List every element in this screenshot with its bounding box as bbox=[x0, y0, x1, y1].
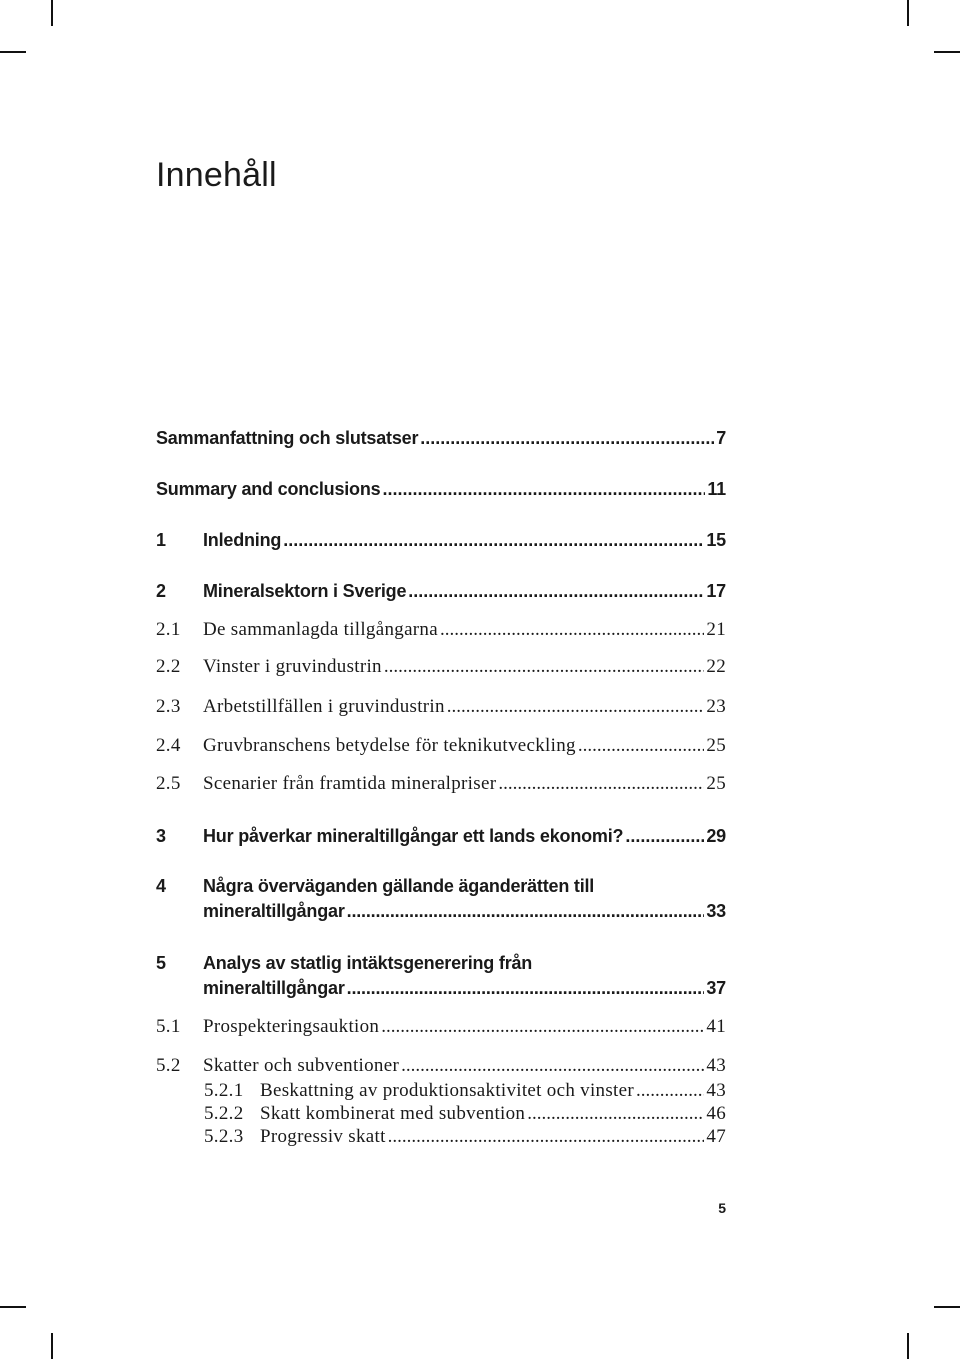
toc-entry-section-2-1[interactable] bbox=[156, 619, 726, 641]
crop-mark bbox=[51, 0, 53, 26]
toc-entry-number: 2.1 bbox=[156, 619, 181, 640]
toc-entry-title: Vinster i gruvindustrin bbox=[203, 656, 382, 677]
toc-entry-number: 5.2.2 bbox=[204, 1103, 244, 1124]
toc-entry-number: 1 bbox=[156, 530, 166, 550]
toc-entry-summary[interactable] bbox=[156, 479, 726, 500]
dot-leader bbox=[440, 619, 704, 641]
toc-entry-page: 33 bbox=[706, 901, 726, 921]
toc-entry-page: 15 bbox=[706, 530, 726, 550]
dot-leader bbox=[578, 735, 705, 757]
toc-entry-section-2-5[interactable] bbox=[156, 773, 726, 795]
dot-leader bbox=[408, 581, 704, 602]
toc-entry-section-5-1[interactable] bbox=[156, 1016, 726, 1038]
dot-leader bbox=[401, 1055, 704, 1077]
toc-entry-number: 2 bbox=[156, 581, 166, 601]
dot-leader bbox=[498, 773, 704, 795]
crop-mark bbox=[0, 1306, 26, 1308]
toc-entry-title: Summary and conclusions bbox=[156, 479, 381, 499]
toc-entry-number: 5.1 bbox=[156, 1016, 181, 1037]
toc-entry-title-line-1: Några överväganden gällande äganderätten till bbox=[203, 876, 595, 896]
toc-entry-title: Gruvbranschens betydelse för teknikutveckling bbox=[203, 735, 576, 756]
dot-leader bbox=[388, 1126, 705, 1148]
toc-entry-chapter-3[interactable] bbox=[156, 826, 726, 847]
toc-entry-title: De sammanlagda tillgångarna bbox=[203, 619, 438, 640]
toc-entry-page: 11 bbox=[707, 479, 726, 499]
toc-entry-page: 47 bbox=[706, 1126, 726, 1147]
toc-entry-chapter-4[interactable] bbox=[156, 876, 726, 922]
toc-entry-number: 5.2.1 bbox=[204, 1080, 244, 1101]
toc-entry-page: 21 bbox=[706, 619, 726, 640]
toc-entry-title-line-2: mineraltillgångar bbox=[203, 901, 345, 921]
dot-leader bbox=[625, 826, 704, 847]
toc-entry-page: 37 bbox=[706, 978, 726, 998]
toc-entry-number: 4 bbox=[156, 876, 166, 896]
toc-entry-number: 2.3 bbox=[156, 696, 181, 717]
toc-entry-number: 2.4 bbox=[156, 735, 181, 756]
page-title: Innehåll bbox=[156, 156, 277, 194]
toc-entry-title: Scenarier från framtida mineralpriser bbox=[203, 773, 497, 794]
dot-leader bbox=[382, 479, 705, 500]
dot-leader bbox=[347, 901, 705, 922]
toc-entry-section-2-4[interactable] bbox=[156, 735, 726, 757]
toc-entry-title: Inledning bbox=[203, 530, 282, 550]
toc-entry-section-5-2-2[interactable] bbox=[204, 1103, 726, 1125]
toc-entry-number: 5 bbox=[156, 953, 166, 973]
toc-entry-page: 41 bbox=[706, 1016, 726, 1037]
toc-entry-sammanfattning[interactable] bbox=[156, 428, 726, 449]
toc-entry-number: 5.2 bbox=[156, 1055, 181, 1076]
dot-leader bbox=[283, 530, 704, 551]
toc-entry-section-5-2-1[interactable] bbox=[204, 1080, 726, 1102]
toc-entry-section-2-2[interactable] bbox=[156, 656, 726, 678]
toc-entry-title: Mineralsektorn i Sverige bbox=[203, 581, 407, 601]
crop-mark bbox=[907, 0, 909, 26]
toc-entry-title: Hur påverkar mineraltillgångar ett lands ekonomi? bbox=[203, 826, 624, 846]
toc-entry-title-line-1: Analys av statlig intäktsgenerering från bbox=[203, 953, 533, 973]
toc-entry-page: 43 bbox=[706, 1080, 726, 1101]
dot-leader bbox=[420, 428, 714, 449]
toc-entry-page: 7 bbox=[716, 428, 726, 448]
toc-entry-section-5-2[interactable] bbox=[156, 1055, 726, 1077]
dot-leader bbox=[527, 1103, 704, 1125]
crop-mark bbox=[934, 51, 960, 53]
toc-entry-page: 23 bbox=[706, 696, 726, 717]
toc-entry-number: 3 bbox=[156, 826, 166, 846]
toc-entry-number: 2.2 bbox=[156, 656, 181, 677]
toc-entry-number: 2.5 bbox=[156, 773, 181, 794]
toc-entry-section-2-3[interactable] bbox=[156, 696, 726, 718]
dot-leader bbox=[636, 1080, 704, 1102]
page-number: 5 bbox=[718, 1200, 726, 1216]
crop-mark bbox=[934, 1306, 960, 1308]
toc-entry-chapter-2[interactable] bbox=[156, 581, 726, 602]
toc-entry-title: Sammanfattning och slutsatser bbox=[156, 428, 419, 448]
toc-entry-chapter-5[interactable] bbox=[156, 953, 726, 999]
dot-leader bbox=[384, 656, 705, 678]
toc-entry-page: 17 bbox=[706, 581, 726, 601]
toc-entry-chapter-1[interactable] bbox=[156, 530, 726, 551]
toc-entry-page: 25 bbox=[706, 773, 726, 794]
toc-entry-number: 5.2.3 bbox=[204, 1126, 244, 1147]
toc-entry-title-line-2: mineraltillgångar bbox=[203, 978, 345, 998]
toc-entry-page: 46 bbox=[706, 1103, 726, 1124]
dot-leader bbox=[347, 978, 705, 999]
crop-mark bbox=[0, 51, 26, 53]
crop-mark bbox=[51, 1333, 53, 1359]
toc-entry-page: 25 bbox=[706, 735, 726, 756]
toc-entry-title: Beskattning av produktionsaktivitet och vinster bbox=[260, 1080, 634, 1101]
dot-leader bbox=[381, 1016, 704, 1038]
toc-entry-page: 22 bbox=[706, 656, 726, 677]
toc-entry-title: Skatt kombinerat med subvention bbox=[260, 1103, 526, 1124]
toc-entry-title: Prospekteringsauktion bbox=[203, 1016, 380, 1037]
toc-entry-section-5-2-3[interactable] bbox=[204, 1126, 726, 1148]
toc-entry-title: Arbetstillfällen i gruvindustrin bbox=[203, 696, 445, 717]
toc-entry-page: 29 bbox=[706, 826, 726, 846]
crop-mark bbox=[907, 1333, 909, 1359]
toc-entry-title: Skatter och subventioner bbox=[203, 1055, 400, 1076]
dot-leader bbox=[447, 696, 705, 718]
toc-entry-page: 43 bbox=[706, 1055, 726, 1076]
toc-entry-title: Progressiv skatt bbox=[260, 1126, 386, 1147]
